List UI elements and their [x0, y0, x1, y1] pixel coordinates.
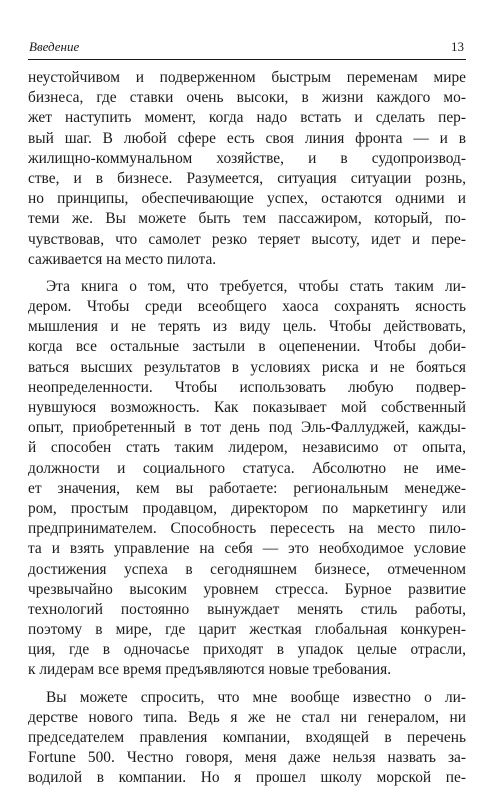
- running-head-title: Введение: [29, 39, 80, 54]
- text-line: жилищно-коммунальном хозяйстве, и в судопроизвод-: [28, 149, 466, 167]
- text-line: ром, простым продавцом, директором по маркетингу или: [28, 499, 466, 517]
- text-line: поэтому в мире, где царит жесткая глобальная конкурен-: [28, 621, 466, 639]
- text-line: Fortune 500. Честно говоря, меня даже нельзя назвать за-: [28, 749, 466, 767]
- text-line: й способен стать таким лидером, независимо от опыта,: [28, 439, 466, 457]
- header-rule: [28, 59, 466, 60]
- text-line: когда все остальные застыли в оцепенении. Чтобы доби-: [28, 338, 466, 356]
- text-line: председателем правления компании, входящей в перечень: [28, 729, 466, 746]
- text-line: чувствовав, что самолет резко теряет высоту, идет и пере-: [28, 230, 466, 248]
- text-line: та и взять управление на себя — это необходимое условие: [28, 540, 466, 558]
- text-line: но принципы, обеспечивающие успех, остаются одними и: [28, 190, 466, 208]
- text-line: мышления и не терять из виду цель. Чтобы действовать,: [28, 318, 466, 336]
- paragraph: [28, 688, 466, 789]
- text-line: к лидерам все время предъявляются новые требования.: [28, 661, 392, 679]
- text-line: Вы можете спросить, что мне вообще известно о ли-: [46, 688, 466, 706]
- text-line: опыт, приобретенный в тот день под Эль-Фаллуджей, кажды-: [28, 419, 466, 437]
- text-line: нувшуюся возможность. Как показывает мой собственный: [28, 399, 466, 416]
- text-line: водилой в компании. Но я прошел школу морской пе-: [28, 769, 466, 787]
- text-line: неустойчивом и подверженном быстрым переменам мире: [28, 69, 466, 86]
- text-line: дером. Чтобы среди всеобщего хаоса сохранять ясность: [28, 298, 466, 316]
- text-line: бизнеса, где ставки очень высоки, в жизни каждого мо-: [28, 89, 466, 107]
- paragraph: [28, 277, 466, 681]
- text-line: ет значения, кем вы работаете: региональным менедже-: [28, 479, 466, 497]
- running-head: [28, 38, 466, 56]
- book-page: [28, 0, 466, 787]
- text-line: саживается на место пилота.: [28, 250, 217, 268]
- text-line: ваться высших результатов в условиях риска и не бояться: [28, 358, 466, 376]
- text-line: неопределенности. Чтобы использовать любую подвер-: [28, 378, 466, 396]
- text-line: теми же. Вы можете быть тем пассажиром, который, по-: [28, 210, 466, 228]
- page-number: 13: [451, 39, 464, 54]
- text-line: дерстве нового типа. Ведь я же не стал ни генералом, ни: [28, 708, 466, 726]
- text-line: должности и социального статуса. Абсолютно не име-: [28, 459, 466, 477]
- text-line: вый шаг. В любой сфере есть своя линия фронта — и в: [28, 129, 466, 147]
- text-line: предпринимателем. Способность пересесть на место пило-: [28, 520, 466, 538]
- text-line: жет наступить момент, когда надо встать и сделать пер-: [28, 109, 466, 127]
- text-line: ция, где в одночасье приходят в упадок целые отрасли,: [28, 641, 466, 659]
- text-line: достижения успеха в сегодняшнем бизнесе, отмеченном: [28, 560, 466, 578]
- text-line: чрезвычайно высоким уровнем стресса. Бурное развитие: [28, 580, 466, 598]
- text-line: Эта книга о том, что требуется, чтобы стать таким ли-: [46, 277, 466, 295]
- paragraph: [28, 68, 466, 270]
- text-line: стве, и в бизнесе. Разумеется, ситуация ситуации рознь,: [28, 169, 466, 187]
- text-line: технологий постоянно вынуждает менять стиль работы,: [28, 600, 466, 618]
- body-text: [28, 68, 466, 789]
